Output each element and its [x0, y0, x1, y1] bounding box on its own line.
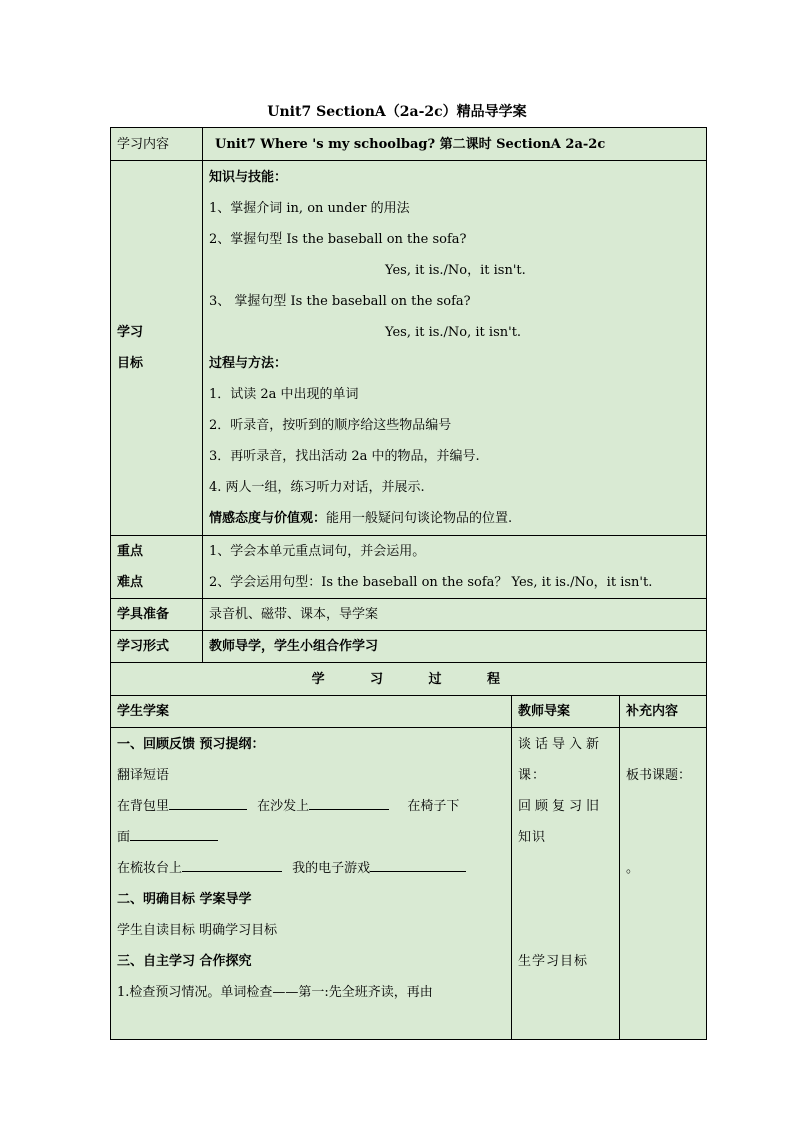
answer-blank[interactable]	[182, 855, 282, 872]
teacher-column	[512, 728, 620, 1040]
answer-blank[interactable]	[169, 793, 247, 810]
goals-label	[111, 161, 203, 536]
answer-blank[interactable]	[130, 824, 218, 841]
goals-label-line2: 目标	[117, 356, 144, 371]
phrase-line-3	[117, 853, 505, 884]
answer-blank[interactable]	[309, 793, 389, 810]
form-label: 学习形式	[111, 631, 203, 663]
key-point-2: 2、学会运用句型：Is the baseball on the sofa？ Yes, it is./No，it isn't.	[209, 575, 653, 590]
phrase-line-1	[117, 791, 505, 822]
emotion-text: 能用一般疑问句谈论物品的位置.	[326, 511, 513, 526]
tools-label: 学具准备	[111, 599, 203, 631]
teacher-line: 生学习目标	[518, 954, 589, 969]
phrase-in-schoolbag: 在背包里	[117, 799, 170, 814]
extra-line: 。	[626, 861, 640, 876]
student-section-1: 一、回顾反馈 预习提纲：	[117, 737, 265, 752]
teacher-line: 课：	[518, 768, 547, 783]
key-points-label	[111, 536, 203, 599]
lesson-plan-table	[110, 127, 707, 1040]
key-points-label-line1: 重点	[117, 544, 144, 559]
emotion-heading: 情感态度与价值观：	[209, 511, 327, 526]
key-points-label-line2: 难点	[117, 575, 144, 590]
knowledge-item: Yes, it is./No, it isn't.	[385, 325, 522, 340]
key-point-1: 1、学会本单元重点词句，并会运用。	[209, 544, 426, 559]
content-value: Unit7 Where 's my schoolbag? 第二课时 SectionA 2a-2c	[203, 128, 707, 161]
key-points-row	[111, 536, 707, 599]
phrase-under-chair-end: 面	[117, 830, 131, 845]
phrase-on-dresser: 在梳妆台上	[117, 861, 183, 876]
goals-row	[111, 161, 707, 536]
phrase-under-chair: 在椅子下	[407, 799, 460, 814]
column-header-extra: 补充内容	[620, 696, 707, 728]
knowledge-item: 2、掌握句型 Is the baseball on the sofa?	[209, 232, 467, 247]
knowledge-heading: 知识与技能：	[209, 170, 288, 185]
phrase-my-video-game: 我的电子游戏	[292, 861, 371, 876]
process-item: 1．试读 2a 中出现的单词	[209, 387, 359, 402]
knowledge-item: Yes, it is./No，it isn't.	[385, 263, 526, 278]
content-label: 学习内容	[111, 128, 203, 161]
process-item: 4. 两人一组，练习听力对话，并展示.	[209, 480, 425, 495]
knowledge-item: 3、 掌握句型 Is the baseball on the sofa?	[209, 294, 471, 309]
process-section-heading: 学 习 过 程	[111, 663, 707, 696]
teacher-line: 谈话导入新	[518, 737, 604, 752]
extra-column	[620, 728, 707, 1040]
check-line: 1.检查预习情况。单词检查——第一:先全班齐读，再由	[117, 985, 433, 1000]
student-section-3: 三、自主学习 合作探究	[117, 954, 252, 969]
answer-blank[interactable]	[370, 855, 466, 872]
form-row	[111, 631, 707, 663]
phrase-line-2	[117, 822, 505, 853]
phrase-on-sofa: 在沙发上	[257, 799, 310, 814]
process-item: 3．再听录音，找出活动 2a 中的物品，并编号.	[209, 449, 480, 464]
process-heading-row	[111, 663, 707, 696]
process-body-row	[111, 728, 707, 1040]
column-header-teacher: 教师导案	[512, 696, 620, 728]
form-value: 教师导学，学生小组合作学习	[203, 631, 707, 663]
teacher-line: 回顾复习旧	[518, 799, 604, 814]
student-section-2: 二、明确目标 学案导学	[117, 892, 252, 907]
emotion-line	[209, 503, 700, 534]
process-item: 2．听录音，按听到的顺序给这些物品编号	[209, 418, 452, 433]
knowledge-item: 1、掌握介词 in, on under 的用法	[209, 201, 410, 216]
column-header-student: 学生学案	[111, 696, 512, 728]
tools-row	[111, 599, 707, 631]
extra-line: 板书课题：	[626, 768, 692, 783]
process-heading: 过程与方法：	[209, 356, 288, 371]
content-row	[111, 128, 707, 161]
tools-value: 录音机、磁带、课本，导学案	[203, 599, 707, 631]
key-points-content	[203, 536, 707, 599]
teacher-line: 知识	[518, 830, 547, 845]
goals-content	[203, 161, 707, 536]
goals-label-line1: 学习	[117, 325, 144, 340]
translate-label: 翻译短语	[117, 768, 170, 783]
student-column	[111, 728, 512, 1040]
document-title: Unit7 SectionA（2a-2c）精品导学案	[267, 104, 527, 120]
self-read-line: 学生自读目标 明确学习目标	[117, 923, 278, 938]
column-header-row	[111, 696, 707, 728]
